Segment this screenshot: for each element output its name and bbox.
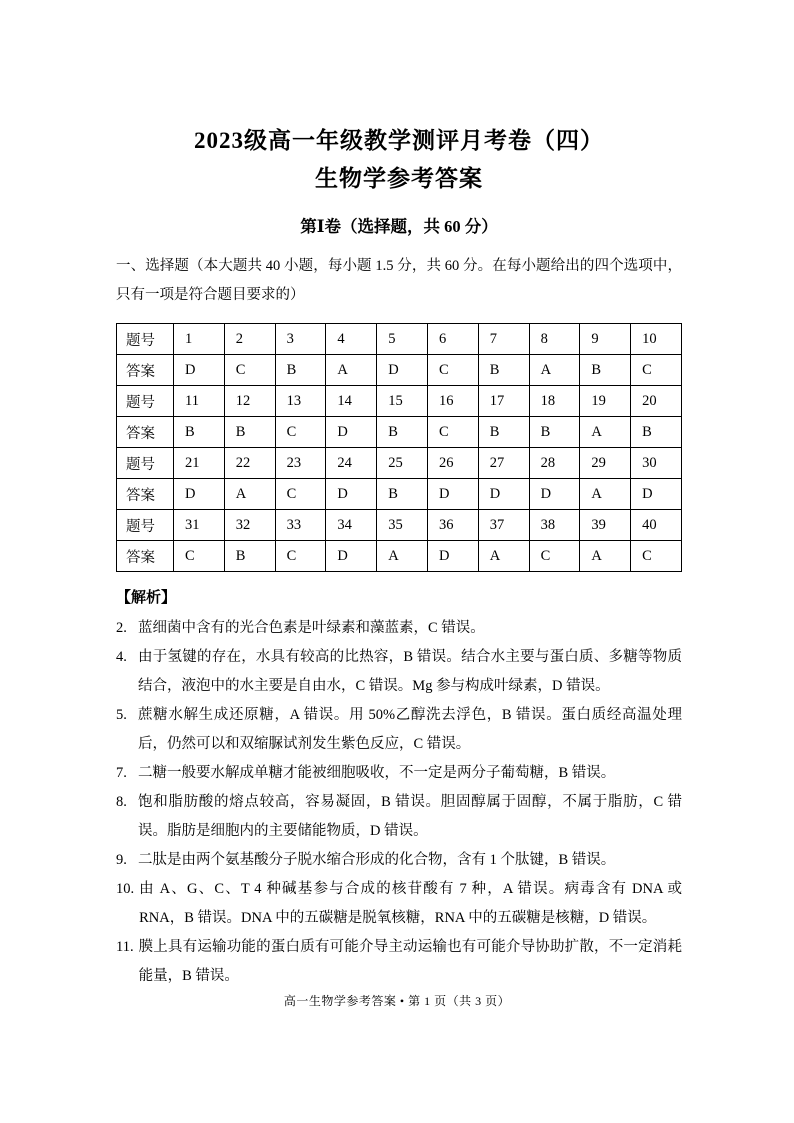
question-number-cell: 11 — [174, 386, 225, 417]
answer-table-row — [117, 510, 682, 541]
answer-table-row — [117, 355, 682, 386]
row-header-cell: 题号 — [117, 448, 174, 479]
document-title-line1: 2023级高一年级教学测评月考卷（四） — [194, 128, 604, 153]
analysis-item-text: 二肽是由两个氨基酸分子脱水缩合形成的化合物，含有 1 个肽键，B 错误。 — [138, 852, 616, 868]
analysis-item — [116, 846, 682, 875]
answer-table — [116, 323, 682, 572]
answer-cell: D — [326, 541, 377, 572]
question-number-cell: 32 — [224, 510, 275, 541]
analysis-heading: 【解析】 — [116, 590, 177, 606]
question-number-cell: 28 — [529, 448, 580, 479]
row-header-cell: 题号 — [117, 324, 174, 355]
question-number-cell: 2 — [224, 324, 275, 355]
answer-cell: A — [529, 355, 580, 386]
answer-table-row — [117, 386, 682, 417]
answer-cell: B — [174, 417, 225, 448]
answer-cell: C — [631, 355, 682, 386]
intro-paragraph: 一、选择题（本大题共 40 小题，每小题 1.5 分，共 60 分。在每小题给出的四个选项中，只有一项是符合题目要求的） — [116, 258, 682, 303]
answer-table-row — [117, 417, 682, 448]
page-footer: 高一生物学参考答案 • 第 1 页（共 3 页） — [283, 994, 511, 1008]
analysis-item — [116, 759, 682, 788]
question-number-cell: 34 — [326, 510, 377, 541]
row-header-cell: 答案 — [117, 355, 174, 386]
question-number-cell: 10 — [631, 324, 682, 355]
question-number-cell: 25 — [377, 448, 428, 479]
question-number-cell: 1 — [174, 324, 225, 355]
answer-cell: A — [580, 479, 631, 510]
answer-cell: A — [377, 541, 428, 572]
answer-cell: D — [326, 417, 377, 448]
analysis-item — [116, 788, 682, 846]
answer-cell: C — [275, 479, 326, 510]
answer-cell: A — [478, 541, 529, 572]
answer-cell: C — [631, 541, 682, 572]
analysis-item-number: 4. — [116, 649, 127, 665]
answer-cell: A — [580, 541, 631, 572]
question-number-cell: 7 — [478, 324, 529, 355]
question-number-cell: 19 — [580, 386, 631, 417]
question-number-cell: 31 — [174, 510, 225, 541]
answer-cell: B — [478, 417, 529, 448]
question-number-cell: 26 — [427, 448, 478, 479]
question-number-cell: 27 — [478, 448, 529, 479]
analysis-item — [116, 643, 682, 701]
answer-table-row — [117, 541, 682, 572]
answer-table-row — [117, 324, 682, 355]
row-header-cell: 题号 — [117, 510, 174, 541]
analysis-item — [116, 933, 682, 991]
answer-cell: B — [224, 417, 275, 448]
question-number-cell: 15 — [377, 386, 428, 417]
question-number-cell: 22 — [224, 448, 275, 479]
answer-cell: B — [529, 417, 580, 448]
question-number-cell: 35 — [377, 510, 428, 541]
question-number-cell: 9 — [580, 324, 631, 355]
analysis-item-number: 9. — [116, 852, 127, 868]
question-number-cell: 30 — [631, 448, 682, 479]
section-heading: 第Ⅰ卷（选择题，共 60 分） — [300, 217, 498, 236]
question-number-cell: 24 — [326, 448, 377, 479]
answer-cell: C — [275, 541, 326, 572]
question-number-cell: 39 — [580, 510, 631, 541]
analysis-item-number: 10. — [116, 881, 135, 897]
analysis-list — [116, 614, 682, 991]
analysis-item-number: 8. — [116, 794, 127, 810]
answer-cell: C — [275, 417, 326, 448]
question-number-cell: 36 — [427, 510, 478, 541]
question-number-cell: 5 — [377, 324, 428, 355]
question-number-cell: 6 — [427, 324, 478, 355]
question-number-cell: 12 — [224, 386, 275, 417]
question-number-cell: 20 — [631, 386, 682, 417]
answer-cell: C — [427, 355, 478, 386]
answer-cell: D — [631, 479, 682, 510]
question-number-cell: 40 — [631, 510, 682, 541]
answer-table-row — [117, 448, 682, 479]
answer-cell: B — [580, 355, 631, 386]
answer-cell: B — [275, 355, 326, 386]
analysis-item-text: 由于氢键的存在，水具有较高的比热容，B 错误。结合水主要与蛋白质、多糖等物质结合，液泡中的水主要是自由水，C 错误。Mg 参与构成叶绿素，D 错误。 — [138, 649, 682, 694]
question-number-cell: 8 — [529, 324, 580, 355]
analysis-item-number: 2. — [116, 620, 127, 636]
answer-cell: C — [174, 541, 225, 572]
answer-cell: B — [377, 417, 428, 448]
answer-cell: D — [326, 479, 377, 510]
answer-table-row — [117, 479, 682, 510]
question-number-cell: 18 — [529, 386, 580, 417]
question-number-cell: 33 — [275, 510, 326, 541]
analysis-item-text: 蓝细菌中含有的光合色素是叶绿素和藻蓝素，C 错误。 — [138, 620, 485, 636]
answer-cell: C — [529, 541, 580, 572]
analysis-item — [116, 701, 682, 759]
answer-cell: C — [427, 417, 478, 448]
analysis-item-text: 由 A、G、C、T 4 种碱基参与合成的核苷酸有 7 种，A 错误。病毒含有 DNA 或 RNA，B 错误。DNA 中的五碳糖是脱氧核糖，RNA 中的五碳糖是核糖，D 错误。 — [139, 881, 682, 926]
answer-cell: D — [377, 355, 428, 386]
question-number-cell: 3 — [275, 324, 326, 355]
answer-cell: D — [174, 479, 225, 510]
answer-cell: A — [580, 417, 631, 448]
analysis-item-number: 5. — [116, 707, 127, 723]
question-number-cell: 23 — [275, 448, 326, 479]
row-header-cell: 答案 — [117, 479, 174, 510]
question-number-cell: 37 — [478, 510, 529, 541]
question-number-cell: 29 — [580, 448, 631, 479]
answer-cell: B — [377, 479, 428, 510]
answer-cell: D — [529, 479, 580, 510]
question-number-cell: 16 — [427, 386, 478, 417]
answer-cell: D — [427, 479, 478, 510]
answer-cell: B — [478, 355, 529, 386]
answer-cell: D — [427, 541, 478, 572]
row-header-cell: 题号 — [117, 386, 174, 417]
analysis-item — [116, 875, 682, 933]
answer-cell: A — [326, 355, 377, 386]
question-number-cell: 14 — [326, 386, 377, 417]
analysis-item-text: 饱和脂肪酸的熔点较高，容易凝固，B 错误。胆固醇属于固醇，不属于脂肪，C 错误。脂肪是细胞内的主要储能物质，D 错误。 — [138, 794, 682, 839]
question-number-cell: 4 — [326, 324, 377, 355]
analysis-item — [116, 614, 682, 643]
analysis-item-number: 11. — [116, 939, 134, 955]
answer-cell: B — [631, 417, 682, 448]
answer-table-body — [117, 324, 682, 572]
analysis-item-text: 二糖一般要水解成单糖才能被细胞吸收，不一定是两分子葡萄糖，B 错误。 — [138, 765, 616, 781]
question-number-cell: 13 — [275, 386, 326, 417]
row-header-cell: 答案 — [117, 541, 174, 572]
analysis-item-number: 7. — [116, 765, 127, 781]
analysis-item-text: 蔗糖水解生成还原糖，A 错误。用 50%乙醇洗去浮色，B 错误。蛋白质经高温处理后，仍然可以和双缩脲试剂发生紫色反应，C 错误。 — [138, 707, 682, 752]
question-number-cell: 38 — [529, 510, 580, 541]
answer-cell: D — [478, 479, 529, 510]
question-number-cell: 21 — [174, 448, 225, 479]
answer-cell: D — [174, 355, 225, 386]
analysis-item-text: 膜上具有运输功能的蛋白质有可能介导主动运输也有可能介导协助扩散，不一定消耗能量，B 错误。 — [138, 939, 682, 984]
document-title-line2: 生物学参考答案 — [315, 166, 483, 191]
row-header-cell: 答案 — [117, 417, 174, 448]
answer-cell: C — [224, 355, 275, 386]
answer-cell: B — [224, 541, 275, 572]
answer-cell: A — [224, 479, 275, 510]
question-number-cell: 17 — [478, 386, 529, 417]
